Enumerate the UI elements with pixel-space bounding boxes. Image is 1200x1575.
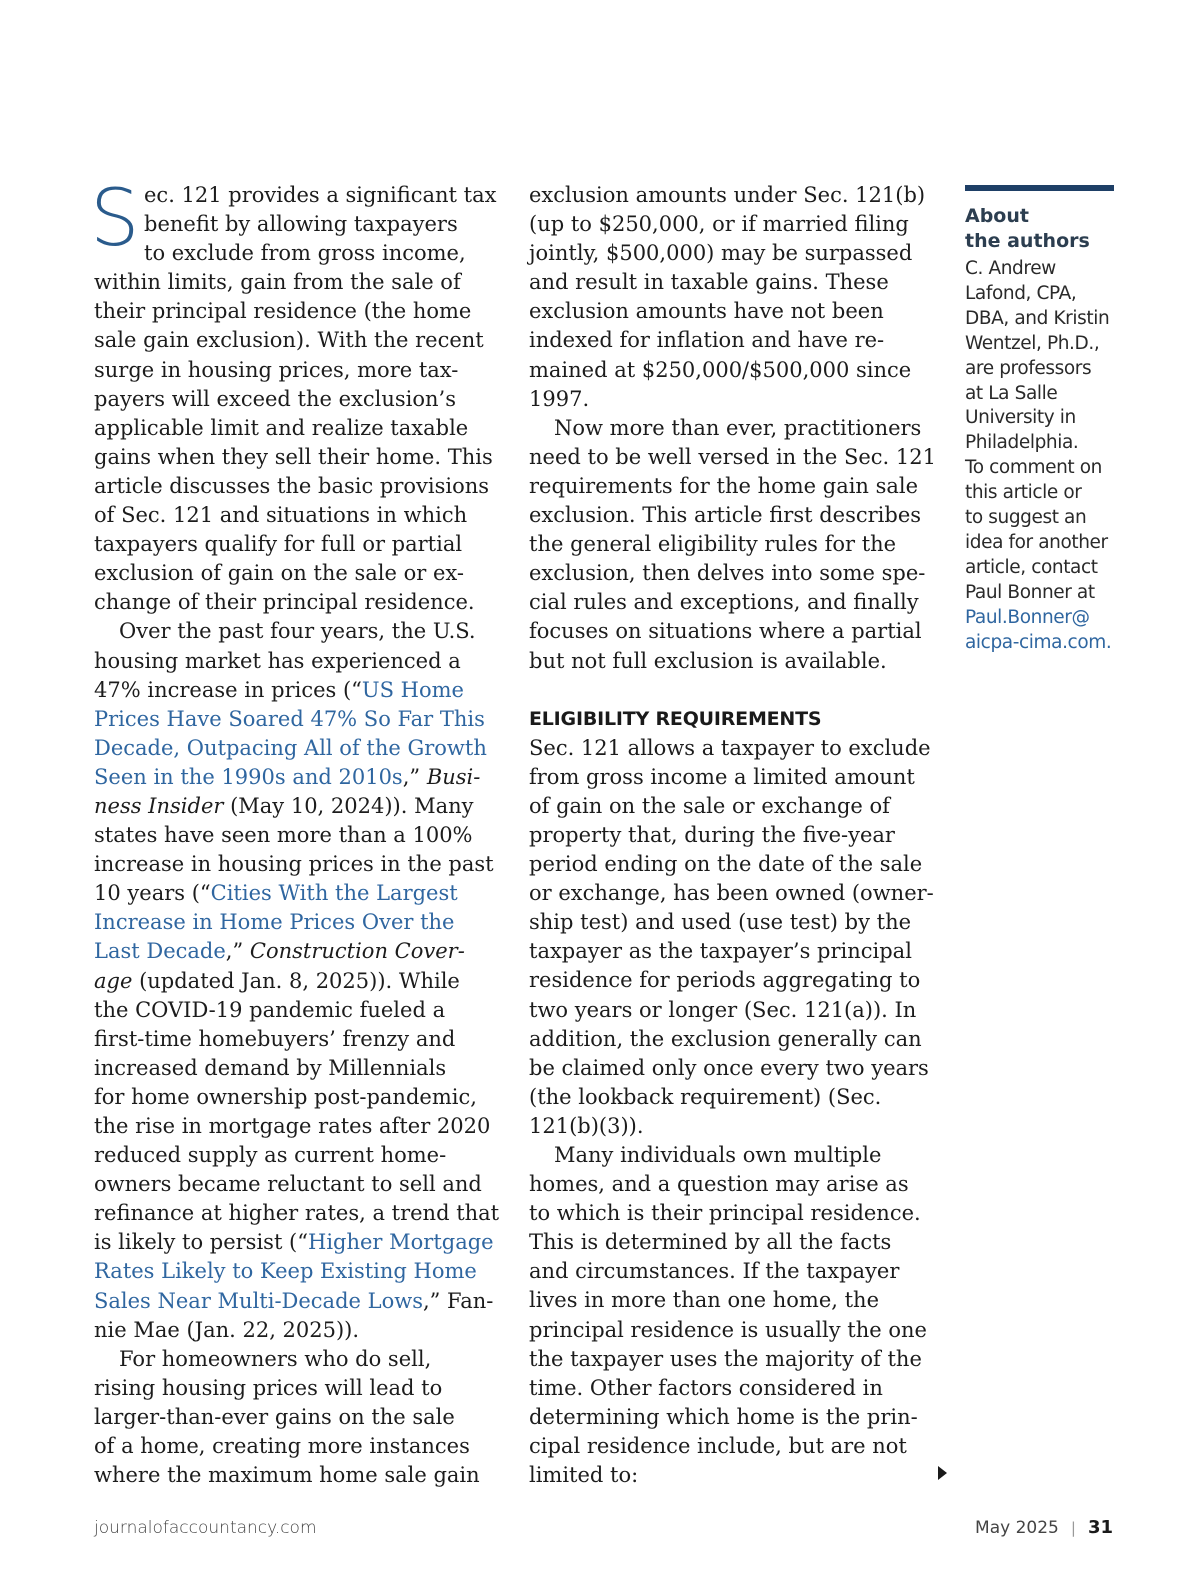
sidebar-title <box>965 204 1115 253</box>
text-line: of a home, creating more instances <box>94 1434 470 1459</box>
sidebar-line: article, contact <box>965 556 1098 578</box>
text-line: for home ownership post-pandemic, <box>94 1084 477 1109</box>
text-line: Now more than ever, practitioners <box>554 415 922 440</box>
text-line: Sales Near Multi-Decade Lows,” Fan- <box>94 1288 494 1313</box>
text-line: is likely to persist (“Higher Mortgage <box>94 1230 494 1255</box>
text-line: the taxpayer uses the majority of the <box>529 1346 922 1371</box>
sidebar-body <box>965 257 1115 656</box>
sidebar-line: C. Andrew <box>965 258 1056 279</box>
text-line: where the maximum home sale gain <box>94 1463 480 1488</box>
link-cities-largest-increase[interactable]: Cities With the Largest <box>210 881 458 906</box>
text-line: of gain on the sale or exchange of <box>529 793 890 818</box>
text-line: applicable limit and realize taxable <box>94 415 469 440</box>
text-line: mained at $250,000/$500,000 since <box>529 357 912 382</box>
sidebar-line: to suggest an <box>965 507 1087 529</box>
article-column-2 <box>529 181 941 1490</box>
text-line: residence for periods aggregating to <box>529 968 921 993</box>
about-authors-sidebar <box>965 185 1115 656</box>
link-cities-largest-increase[interactable]: Last Decade <box>94 939 226 964</box>
text-line: be claimed only once every two years <box>529 1055 929 1080</box>
text-line: requirements for the home gain sale <box>529 473 919 498</box>
text-line: from gross income a limited amount <box>529 764 915 789</box>
text-line: ship test) and used (use test) by the <box>529 910 912 935</box>
text-line: age (updated Jan. 8, 2025)). While <box>94 968 460 993</box>
text-line: determining which home is the prin- <box>529 1404 918 1429</box>
section-heading: ELIGIBILITY REQUIREMENTS <box>529 707 822 730</box>
text-line: taxpayers qualify for full or partial <box>94 532 463 557</box>
sidebar-title-line: About <box>965 205 1029 227</box>
sidebar-line: Wentzel, Ph.D., <box>965 332 1100 354</box>
sidebar-line: DBA, and Kristin <box>965 307 1110 329</box>
text-line: and result in taxable gains. These <box>529 270 889 295</box>
link-higher-mortgage-rates[interactable]: Higher Mortgage <box>308 1230 494 1255</box>
intro-paragraph <box>90 174 506 617</box>
text-line: benefit by allowing taxpayers <box>144 212 458 237</box>
text-line: period ending on the date of the sale <box>529 852 923 877</box>
text-line: nie Mae (Jan. 22, 2025)). <box>94 1317 360 1342</box>
text-line: property that, during the five-year <box>529 822 895 847</box>
text-line: to which is their principal residence. <box>529 1201 921 1226</box>
link-cities-largest-increase[interactable]: Increase in Home Prices Over the <box>94 910 455 935</box>
text-line: the general eligibility rules for the <box>529 532 897 557</box>
text-line: change of their principal residence. <box>94 590 475 615</box>
text-line: 47% increase in prices (“US Home <box>94 677 464 702</box>
text-line: Sec. 121 allows a taxpayer to exclude <box>529 735 931 760</box>
text-line: first-time homebuyers’ frenzy and <box>94 1026 456 1051</box>
paragraph-housing-market <box>94 617 506 1344</box>
drop-cap: S <box>90 174 140 264</box>
link-us-home-prices[interactable]: US Home <box>361 677 464 702</box>
sidebar-title-line: the authors <box>965 229 1090 252</box>
text-line: of Sec. 121 and situations in which <box>94 503 468 528</box>
text-line: two years or longer (Sec. 121(a)). In <box>529 997 917 1022</box>
right-triangle-icon <box>938 1466 947 1480</box>
footer-date: May 2025 <box>975 1517 1059 1538</box>
text-line: payers will exceed the exclusion’s <box>94 386 457 411</box>
text-line: owners became reluctant to sell and <box>94 1172 482 1197</box>
text-line: Seen in the 1990s and 2010s,” Busi- <box>94 764 481 789</box>
link-us-home-prices[interactable]: Decade, Outpacing All of the Growth <box>94 735 487 760</box>
footer-website[interactable]: journalofaccountancy.com <box>94 1518 317 1538</box>
sidebar-line: To comment on <box>965 457 1102 479</box>
text-line: need to be well versed in the Sec. 121 <box>529 444 936 469</box>
link-higher-mortgage-rates[interactable]: Rates Likely to Keep Existing Home <box>94 1259 477 1284</box>
text-line: gains when they sell their home. This <box>94 444 493 469</box>
sidebar-line: at La Salle <box>965 382 1058 404</box>
text-line: sale gain exclusion). With the recent <box>94 328 484 353</box>
page-number: 31 <box>1087 1517 1113 1538</box>
text-line: jointly, $500,000) may be surpassed <box>529 241 913 266</box>
text-line: the COVID-19 pandemic fueled a <box>94 997 446 1022</box>
sidebar-line: this article or <box>965 482 1082 504</box>
text-line: increase in housing prices in the past <box>94 852 494 877</box>
text-line: ness Insider (May 10, 2024)). Many <box>94 793 474 818</box>
sidebar-line: Lafond, CPA, <box>965 282 1077 304</box>
contact-email-link[interactable]: aicpa-cima.com. <box>965 631 1112 653</box>
text-line: lives in more than one home, the <box>529 1288 879 1313</box>
text-line: homes, and a question may arise as <box>529 1172 909 1197</box>
text-line: taxpayer as the taxpayer’s principal <box>529 939 912 964</box>
text-line: time. Other factors considered in <box>529 1375 883 1400</box>
sidebar-line: University in <box>965 407 1076 429</box>
link-higher-mortgage-rates[interactable]: Sales Near Multi-Decade Lows <box>94 1288 423 1313</box>
sidebar-rule <box>965 185 1114 191</box>
text-line: surge in housing prices, more tax- <box>94 357 459 382</box>
text-line: and circumstances. If the taxpayer <box>529 1259 900 1284</box>
text-line: Last Decade,” Construction Cover- <box>94 939 465 964</box>
text-line: 1997. <box>529 386 590 411</box>
text-line: 10 years (“Cities With the Largest <box>94 881 458 906</box>
text-line: states have seen more than a 100% <box>94 823 473 848</box>
paragraph-multiple-homes <box>529 1141 941 1490</box>
text-line: focuses on situations where a partial <box>529 619 922 644</box>
sidebar-line: Philadelphia. <box>965 432 1079 454</box>
text-line: (up to $250,000, or if married filing <box>529 212 909 237</box>
text-line: exclusion of gain on the sale or ex- <box>94 561 464 586</box>
text-line: indexed for inflation and have re- <box>529 328 885 353</box>
text-line: addition, the exclusion generally can <box>529 1026 922 1051</box>
text-line: refinance at higher rates, a trend that <box>94 1201 500 1226</box>
text-line: ec. 121 provides a significant tax <box>144 183 497 207</box>
text-line: 121(b)(3)). <box>529 1113 644 1138</box>
paragraph-exclusion-amounts <box>529 181 941 414</box>
sidebar-line: idea for another <box>965 531 1108 553</box>
text-line: cial rules and exceptions, and finally <box>529 590 919 615</box>
text-line: article discusses the basic provisions <box>94 473 490 498</box>
text-line: limited to: <box>529 1463 639 1488</box>
text-line: exclusion amounts under Sec. 121(b) <box>529 183 926 207</box>
text-line: the rise in mortgage rates after 2020 <box>94 1114 491 1138</box>
text-line: (the lookback requirement) (Sec. <box>529 1084 882 1109</box>
link-us-home-prices[interactable]: Prices Have Soared 47% So Far This <box>94 706 485 731</box>
paragraph-sec121 <box>529 734 941 1141</box>
text-line: This is determined by all the facts <box>529 1230 892 1255</box>
text-line: cipal residence include, but are not <box>529 1433 907 1458</box>
article-column-1 <box>90 174 506 1490</box>
contact-email-link[interactable]: Paul.Bonner@ <box>965 606 1090 628</box>
paragraph-homeowners <box>94 1345 506 1490</box>
footer-issue-info <box>975 1517 1113 1538</box>
link-us-home-prices[interactable]: Seen in the 1990s and 2010s <box>94 764 403 789</box>
text-line: to exclude from gross income, <box>144 241 466 266</box>
paragraph-practitioners <box>529 414 941 676</box>
text-line: within limits, gain from the sale of <box>94 270 461 295</box>
text-line: rising housing prices will lead to <box>94 1375 443 1400</box>
text-line: exclusion amounts have not been <box>529 299 884 324</box>
text-line: or exchange, has been owned (owner- <box>529 881 934 906</box>
text-line: increased demand by Millennials <box>94 1055 447 1080</box>
sidebar-line: are professors <box>965 357 1092 379</box>
text-line: For homeowners who do sell, <box>119 1346 432 1371</box>
text-line: larger-than-ever gains on the sale <box>94 1404 455 1429</box>
text-line: exclusion. This article first describes <box>529 503 922 528</box>
text-line: but not full exclusion is available. <box>529 648 887 673</box>
text-line: principal residence is usually the one <box>529 1317 927 1342</box>
text-line: housing market has experienced a <box>94 648 461 673</box>
text-line: Many individuals own multiple <box>554 1143 882 1167</box>
text-line: Over the past four years, the U.S. <box>119 619 476 644</box>
text-line: reduced supply as current home- <box>94 1143 447 1168</box>
text-line: exclusion, then delves into some spe- <box>529 561 926 586</box>
text-line: their principal residence (the home <box>94 299 472 324</box>
sidebar-line: Paul Bonner at <box>965 581 1095 603</box>
footer-separator: | <box>1070 1518 1076 1537</box>
